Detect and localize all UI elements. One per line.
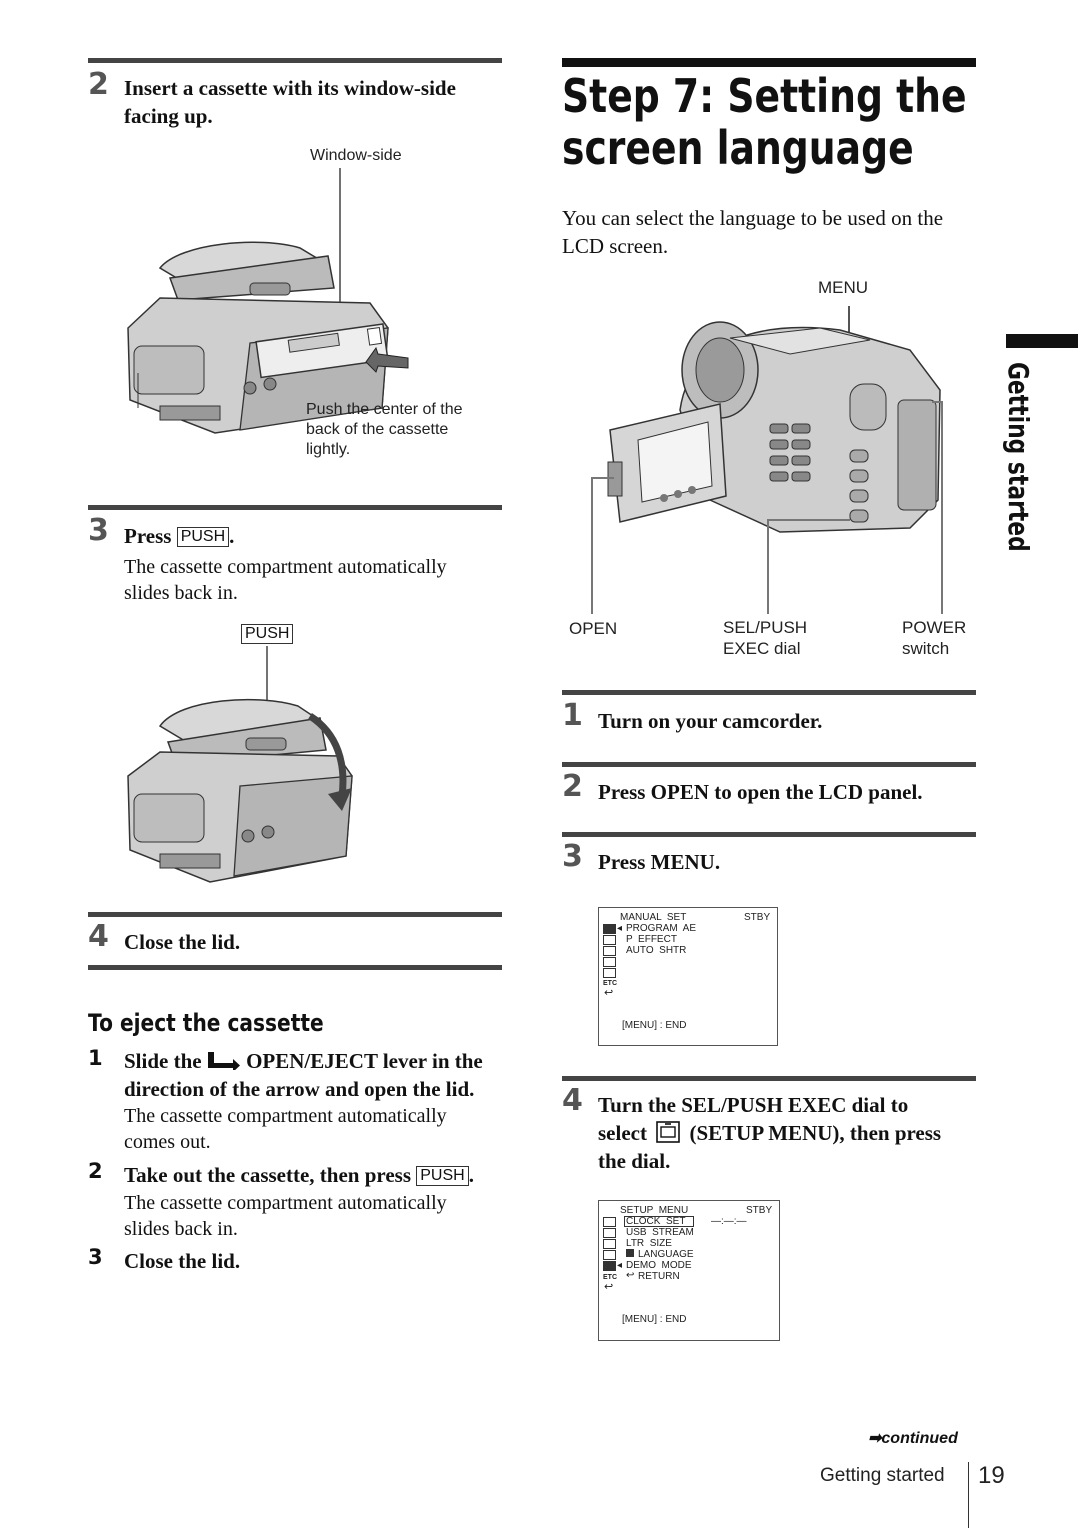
menu-item: PROGRAM AE [626,923,697,934]
return-icon: ↩ [604,1281,614,1293]
menu-item: RETURN [638,1271,680,1282]
page-title: Step 7: Setting the screen language [562,69,967,175]
menu-button-label: MENU [818,278,869,297]
menu-item: DEMO MODE [626,1260,692,1271]
push-key-symbol: PUSH [416,1166,468,1186]
setup-menu-icon [603,1261,616,1271]
vcr-set-icon [603,1239,616,1249]
intro-text: You can select the language to be used on the LCD screen. [562,206,944,258]
return-icon: ↩ [626,1270,635,1281]
list-item-body: The cassette compartment automatically comes out. [124,1105,447,1153]
camcorder-close-compartment-illustration [120,646,360,886]
list-number: 2 [88,1159,103,1183]
setup-menu-icon [603,968,616,978]
lcd-set-icon [603,1250,616,1260]
eject-lever-arrow-icon [207,1050,241,1070]
push-key-symbol: PUSH [177,527,229,547]
lcd-set-icon [603,957,616,967]
step-title: Press OPEN to open the LCD panel. [598,780,923,804]
menu-footer: [MENU] : END [622,1314,687,1325]
continued-indicator: ➡continued [868,1430,958,1447]
step-title: Insert a cassette with its window-side facing up. [124,76,456,128]
clock-value: —:—:— [711,1216,747,1227]
menu-item: LANGUAGE [638,1249,694,1260]
manual-set-icon [603,1217,616,1227]
menu-item: LTR SIZE [626,1238,672,1249]
etc-icon: ETC [603,980,617,987]
step-number: 4 [562,1083,583,1118]
figure-label: Window-side [310,147,402,164]
menu-item: AUTO SHTR [626,945,687,956]
menu-header: MANUAL SET [620,912,687,923]
vcr-set-icon [603,946,616,956]
list-number: 1 [88,1046,103,1070]
page-number: 19 [978,1462,1005,1489]
step-number: 4 [88,919,109,954]
menu-status: STBY [746,1205,773,1216]
power-switch-label: POWER switch [902,618,967,658]
camera-set-icon [603,935,616,945]
return-icon: ↩ [604,987,614,999]
camcorder-with-lcd-illustration [580,300,980,620]
menu-footer: [MENU] : END [622,1020,687,1031]
menu-item: P EFFECT [626,934,677,945]
step-number: 3 [88,513,109,548]
push-key-symbol: PUSH [241,624,293,644]
manual-set-icon [603,924,616,934]
section-tab-bar [1006,334,1078,348]
step-title: Press PUSH . [124,524,235,548]
step-number: 2 [88,67,109,102]
menu-item: USB STREAM [626,1227,694,1238]
list-number: 3 [88,1245,103,1269]
sel-push-exec-dial-label: SEL/PUSH EXEC dial [723,618,808,658]
footer-divider [968,1462,969,1528]
etc-icon: ETC [603,1274,617,1281]
step-number: 2 [562,769,583,804]
menu-header: SETUP MENU [620,1205,689,1216]
step-body: The cassette compartment automatically slides back in. [124,556,447,604]
language-flag-icon [626,1249,634,1257]
step-title: Close the lid. [124,930,241,954]
list-item-title: Take out the cassette, then press PUSH . [124,1163,474,1187]
list-item-title: Close the lid. [124,1249,241,1273]
figure-label [241,624,293,645]
subsection-heading: To eject the cassette [88,1009,324,1037]
lcd-menu-screen-setup-menu: SETUP MENU STBY ◂ ETC ↩ CLOCK SET —:—:— USB STREAM LTR SIZE LANGUAGE DEMO MODE ↩ RETURN [MENU] : END [598,1200,780,1341]
footer-section-name: Getting started [820,1465,945,1486]
menu-item-selected: CLOCK SET [624,1216,694,1227]
arrow-right-icon: ➡ [868,1430,882,1447]
step-title: Turn the SEL/PUSH EXEC dial to select (SETUP MENU), then press the dial. [598,1093,942,1173]
lcd-menu-screen-manual-set: MANUAL SET STBY ◂ ETC ↩ PROGRAM AE P EFFECT AUTO SHTR [MENU] : END [598,907,778,1046]
list-item-title: Slide the OPEN/EJECT lever in the direction of the arrow and open the lid. [124,1049,483,1101]
section-tab-label: Getting started [1002,362,1035,552]
camera-set-icon [603,1228,616,1238]
open-button-label: OPEN [569,619,618,638]
step-title: Turn on your camcorder. [598,709,823,733]
step-title: Press MENU. [598,850,721,874]
step-number: 1 [562,698,583,733]
figure-note: Push the center of the back of the cassette lightly. [306,401,463,458]
menu-status: STBY [744,912,771,923]
list-item-body: The cassette compartment automatically slides back in. [124,1192,447,1240]
step-number: 3 [562,839,583,874]
setup-menu-icon [656,1121,680,1143]
